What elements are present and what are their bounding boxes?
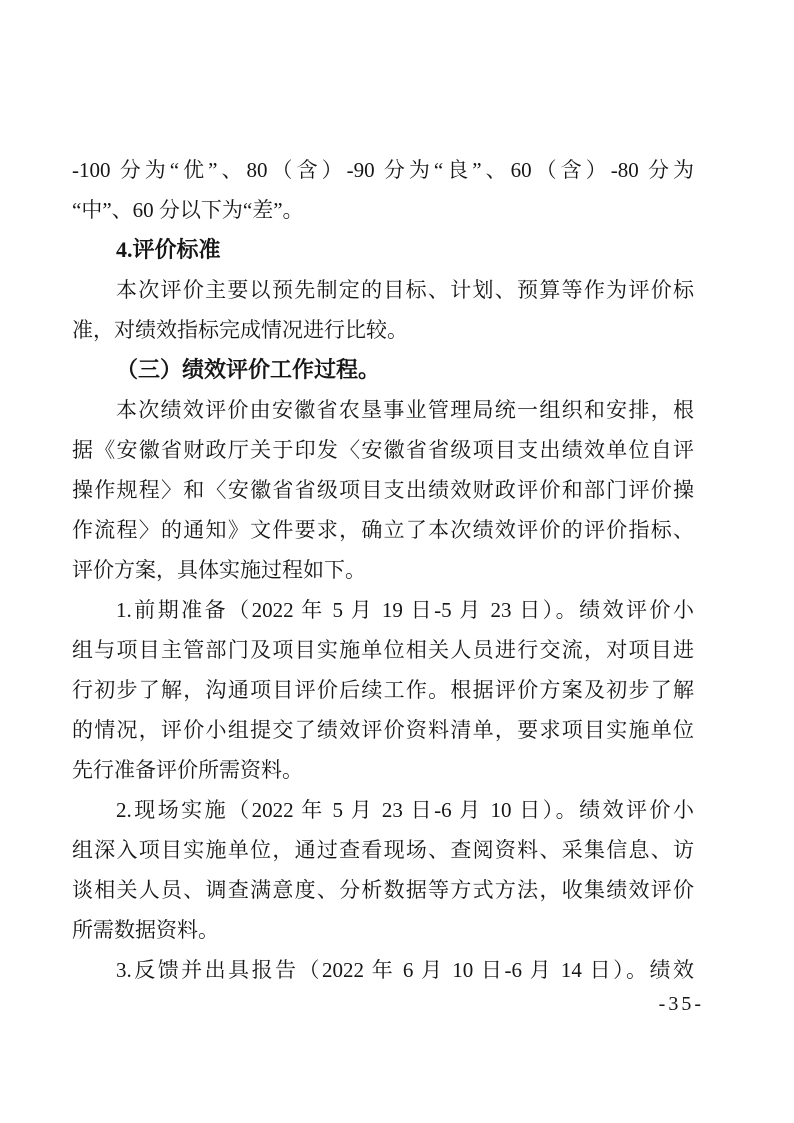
text-body (72, 150, 694, 990)
text-line: 1.前期准备（2022 年 5 月 19 日-5 月 23 日）。绩效评价小 (116, 598, 694, 622)
paragraph (72, 950, 694, 990)
text-line: 操作规程〉和〈安徽省省级项目支出绩效财政评价和部门评价操 (72, 478, 694, 502)
page-number: -35- (658, 993, 704, 1015)
text-line: -100 分为“优”、80（含）-90 分为“良”、60（含）-80 分为 (72, 158, 694, 182)
text-line: 组与项目主管部门及项目实施单位相关人员进行交流，对项目进 (72, 638, 694, 662)
text-line: 3.反馈并出具报告（2022 年 6 月 10 日-6 月 14 日）。绩效 (116, 958, 694, 982)
text-line: “中”、60 分以下为“差”。 (72, 198, 304, 222)
text-line: 评价方案，具体实施过程如下。 (72, 558, 366, 582)
text-line: 4.评价标准 (116, 237, 221, 262)
text-line: 行初步了解，沟通项目评价后续工作。根据评价方案及初步了解 (72, 678, 694, 702)
paragraph (72, 590, 694, 790)
section-heading (72, 230, 694, 270)
paragraph (72, 270, 694, 350)
paragraph (72, 790, 694, 950)
text-line: 据《安徽省财政厅关于印发〈安徽省省级项目支出绩效单位自评 (72, 438, 694, 462)
text-line: 本次评价主要以预先制定的目标、计划、预算等作为评价标 (116, 278, 694, 302)
text-line: 先行准备评价所需资料。 (72, 758, 303, 782)
paragraph (72, 390, 694, 590)
text-line: 准，对绩效指标完成情况进行比较。 (72, 318, 408, 342)
paragraph (72, 150, 694, 230)
text-line: （三）绩效评价工作过程。 (116, 357, 381, 382)
text-line: 2.现场实施（2022 年 5 月 23 日-6 月 10 日）。绩效评价小 (116, 798, 694, 822)
section-heading (72, 350, 694, 390)
text-line: 本次绩效评价由安徽省农垦事业管理局统一组织和安排，根 (116, 398, 694, 422)
text-line: 所需数据资料。 (72, 918, 219, 942)
text-line: 组深入项目实施单位，通过查看现场、查阅资料、采集信息、访 (72, 838, 694, 862)
text-line: 作流程〉的通知》文件要求，确立了本次绩效评价的评价指标、 (72, 518, 694, 542)
text-line: 的情况，评价小组提交了绩效评价资料清单，要求项目实施单位 (72, 718, 694, 742)
text-line: 谈相关人员、调查满意度、分析数据等方式方法，收集绩效评价 (72, 878, 694, 902)
